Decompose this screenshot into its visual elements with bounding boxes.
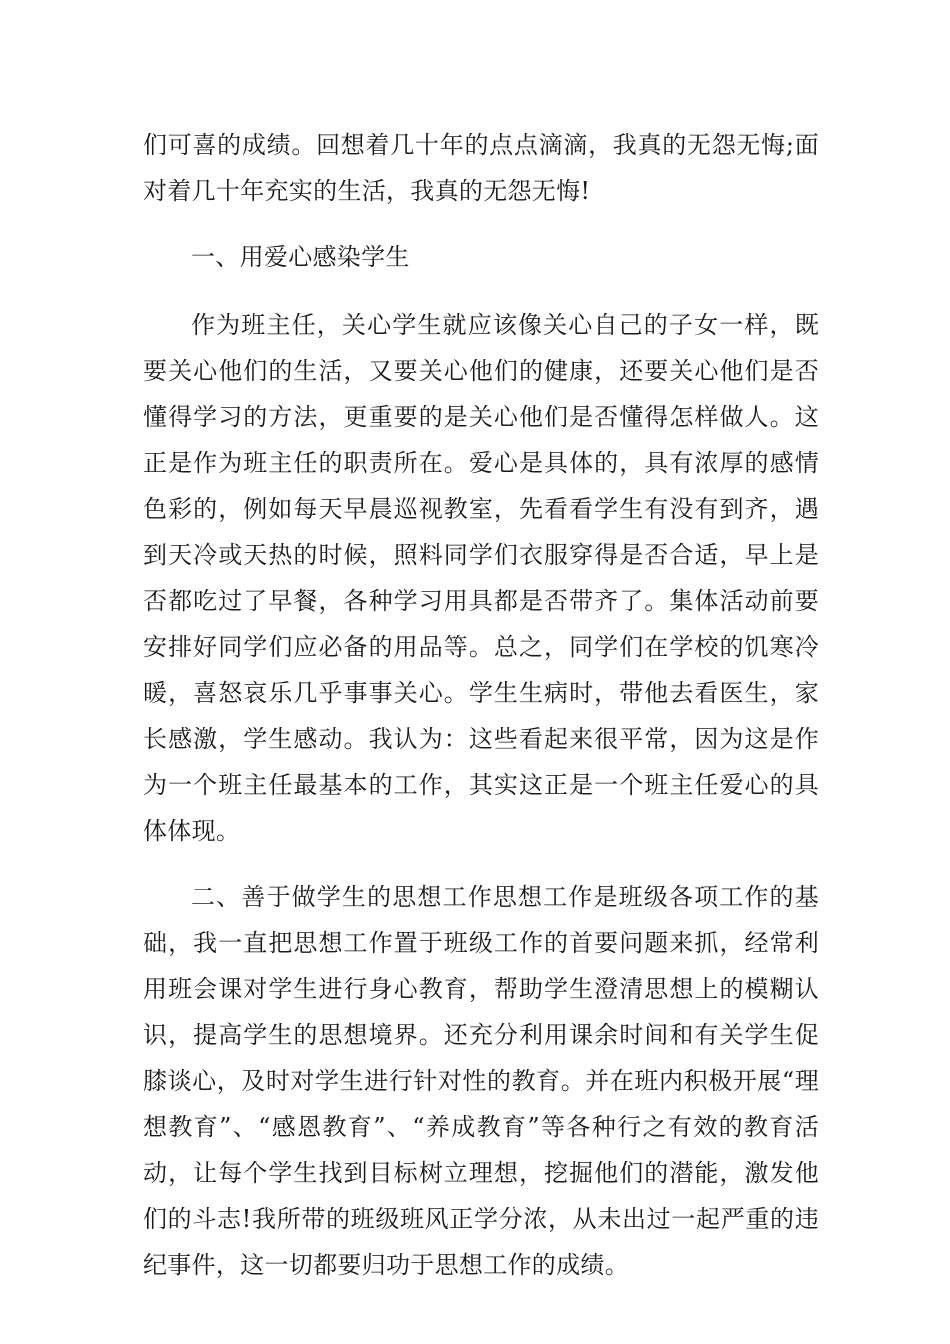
paragraph-continuation: 们可喜的成绩。回想着几十年的点点滴滴，我真的无怨无悔;面对着几十年充实的生活，我真的无怨无悔! (143, 131, 819, 205)
paragraph-thought-work: 二、善于做学生的思想工作思想工作是班级各项工作的基础，我一直把思想工作置于班级工作的首要问题来抓，经常利用班会课对学生进行身心教育，帮助学生澄清思想上的模糊认识，提高学生的思想境界。还充分利用课余时间和有关学生促膝谈心，及时对学生进行针对性的教育。并在班内积极开展“理想教育”、“感恩教育”、“养成教育”等各种行之有效的教育活动，让每个学生找到目标树立理想，挖掘他们的潜能，激发他们的斗志!我所带的班级班风正学分浓，从未出过一起严重的违纪事件，这一切都要归功于思想工作的成绩。 (143, 883, 819, 1279)
paragraph-love: 作为班主任，关心学生就应该像关心自己的子女一样，既要关心他们的生活，又要关心他们的健康，还要关心他们是否懂得学习的方法，更重要的是关心他们是否懂得怎样做人。这正是作为班主任的职责所在。爱心是具体的，具有浓厚的感情色彩的，例如每天早晨巡视教室，先看看学生有没有到齐，遇到天冷或天热的时候，照料同学们衣服穿得是否合适，早上是否都吃过了早餐，各种学习用具都是否带齐了。集体活动前要安排好同学们应必备的用品等。总之，同学们在学校的饥寒冷暖，喜怒哀乐几乎事事关心。学生生病时，带他去看医生，家长感激，学生感动。我认为：这些看起来很平常，因为这是作为一个班主任最基本的工作，其实这正是一个班主任爱心的具体体现。 (143, 311, 819, 845)
document-body (143, 122, 819, 1308)
section-heading-love: 一、用爱心感染学生 (191, 243, 410, 271)
